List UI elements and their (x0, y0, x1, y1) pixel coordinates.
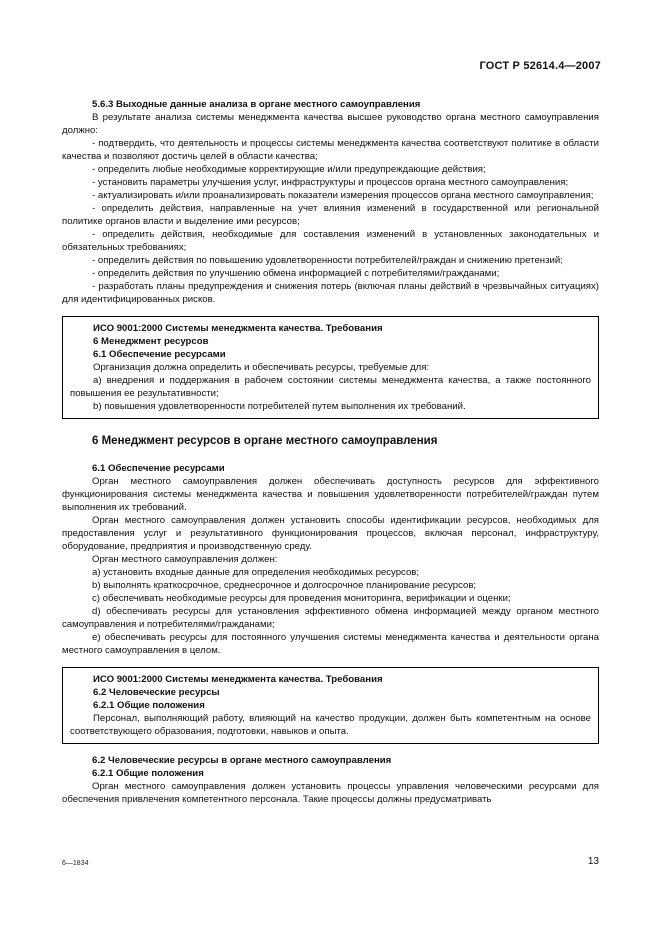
iso-quote-subheading: 6.2.1 Общие положения (93, 700, 205, 711)
iso-quote-box-human-resources (62, 667, 599, 744)
section-5-6-3-intro: В результате анализа системы менеджмента качества высшее руководство органа местного самоуправления должно: (62, 112, 599, 136)
section-5-6-3-title: 5.6.3 Выходные данные анализа в органе местного самоуправления (92, 99, 421, 110)
list-item: - подтвердить, что деятельность и процессы системы менеджмента качества соответствуют политике в области качества и позволяют достичь целей в области качества; (62, 138, 599, 162)
iso-quote-title: ИСО 9001:2000 Системы менеджмента качества. Требования (93, 674, 383, 685)
list-item: - определить действия по улучшению обмена информацией с потребителями/гражданами; (92, 268, 500, 279)
list-item: c) обеспечивать необходимые ресурсы для проведения мониторинга, верификации и оценки; (92, 593, 511, 604)
iso-quote-text: Персонал, выполняющий работу, влияющий на качество продукции, должен быть компетентным на основе соответствующего образования, подготовки, навыков и опыта. (70, 713, 591, 737)
list-item: - определить действия по повышению удовлетворенности потребителей/граждан и снижению претензий; (92, 255, 563, 266)
iso-quote-box-resources (62, 316, 599, 419)
section-6-1-para-3: Орган местного самоуправления должен: (92, 554, 278, 565)
list-item: b) выполнять краткосрочное, среднесрочное и долгосрочное планирование ресурсов; (92, 580, 477, 591)
section-6-2-1-para-1: Орган местного самоуправления должен установить процессы управления человеческими ресурсами для обеспечения привлечения компетентного персонала. Такие процессы должны предусматривать (62, 781, 599, 805)
list-item: а) установить входные данные для определения необходимых ресурсов; (92, 567, 420, 578)
list-item: d) обеспечивать ресурсы для установления эффективного обмена информацией между органом местного самоуправления и потребителями/гражданами; (62, 606, 599, 630)
section-6-2-1-title: 6.2.1 Общие положения (92, 768, 204, 779)
section-6-1-para-1: Орган местного самоуправления должен обеспечивать доступность ресурсов для эффективного функционирования системы менеджмента качества и повышения удовлетворенности потребителей/граждан путем выполнения их требований. (62, 476, 599, 513)
list-item: - разработать планы предупреждения и снижения потерь (включая планы действий в чрезвычайных ситуациях) для идентифицированных рисков. (62, 281, 599, 305)
iso-quote-heading: 6 Менеджмент ресурсов (93, 336, 209, 347)
iso-quote-subheading: 6.1 Обеспечение ресурсами (93, 349, 226, 360)
section-6-1-para-2: Орган местного самоуправления должен установить способы идентификации ресурсов, необходимых для предоставления услуг и результативного функционирования процессов, включая персонал, инфраструктуру, оборудование, предприятия и производственную среду. (62, 515, 599, 552)
iso-quote-item-b: b) повышения удовлетворенности потребителей путем выполнения их требований. (93, 401, 466, 412)
list-item: - установить параметры улучшения услуг, инфраструктуры и процессов органа местного самоуправления; (92, 177, 569, 188)
list-item: e) обеспечивать ресурсы для постоянного улучшения системы менеджмента качества и деятельности органа местного самоуправления в целом. (62, 632, 599, 656)
list-item: - определить действия, направленные на учет влияния изменений в государственной или региональной политике органов власти и выделение ими ресурсов; (62, 203, 599, 227)
section-6-1-title: 6.1 Обеспечение ресурсами (92, 463, 225, 474)
iso-quote-text: Организация должна определить и обеспечивать ресурсы, требуемые для: (93, 362, 430, 373)
section-6-title: 6 Менеджмент ресурсов в органе местного самоуправления (92, 435, 438, 447)
standard-header: ГОСТ Р 52614.4—2007 (479, 60, 601, 72)
document-body (62, 98, 599, 806)
iso-quote-heading: 6.2 Человеческие ресурсы (93, 687, 220, 698)
print-code: 6—1834 (62, 860, 89, 867)
list-item: - определить действия, необходимые для составления изменений в установленных законодательных и обязательных требованиях; (62, 229, 599, 253)
list-item: - актуализировать и/или проанализировать показатели измерения процессов органа местного самоуправления; (92, 190, 594, 201)
iso-quote-item-a: а) внедрения и поддержания в рабочем состоянии системы менеджмента качества, а также постоянного повышения ее результативности; (70, 375, 591, 399)
section-6-2-title: 6.2 Человеческие ресурсы в органе местного самоуправления (92, 755, 392, 766)
list-item: - определить любые необходимые корректирующие и/или предупреждающие действия; (92, 164, 486, 175)
iso-quote-title: ИСО 9001:2000 Системы менеджмента качества. Требования (93, 323, 383, 334)
page-number: 13 (587, 856, 599, 867)
